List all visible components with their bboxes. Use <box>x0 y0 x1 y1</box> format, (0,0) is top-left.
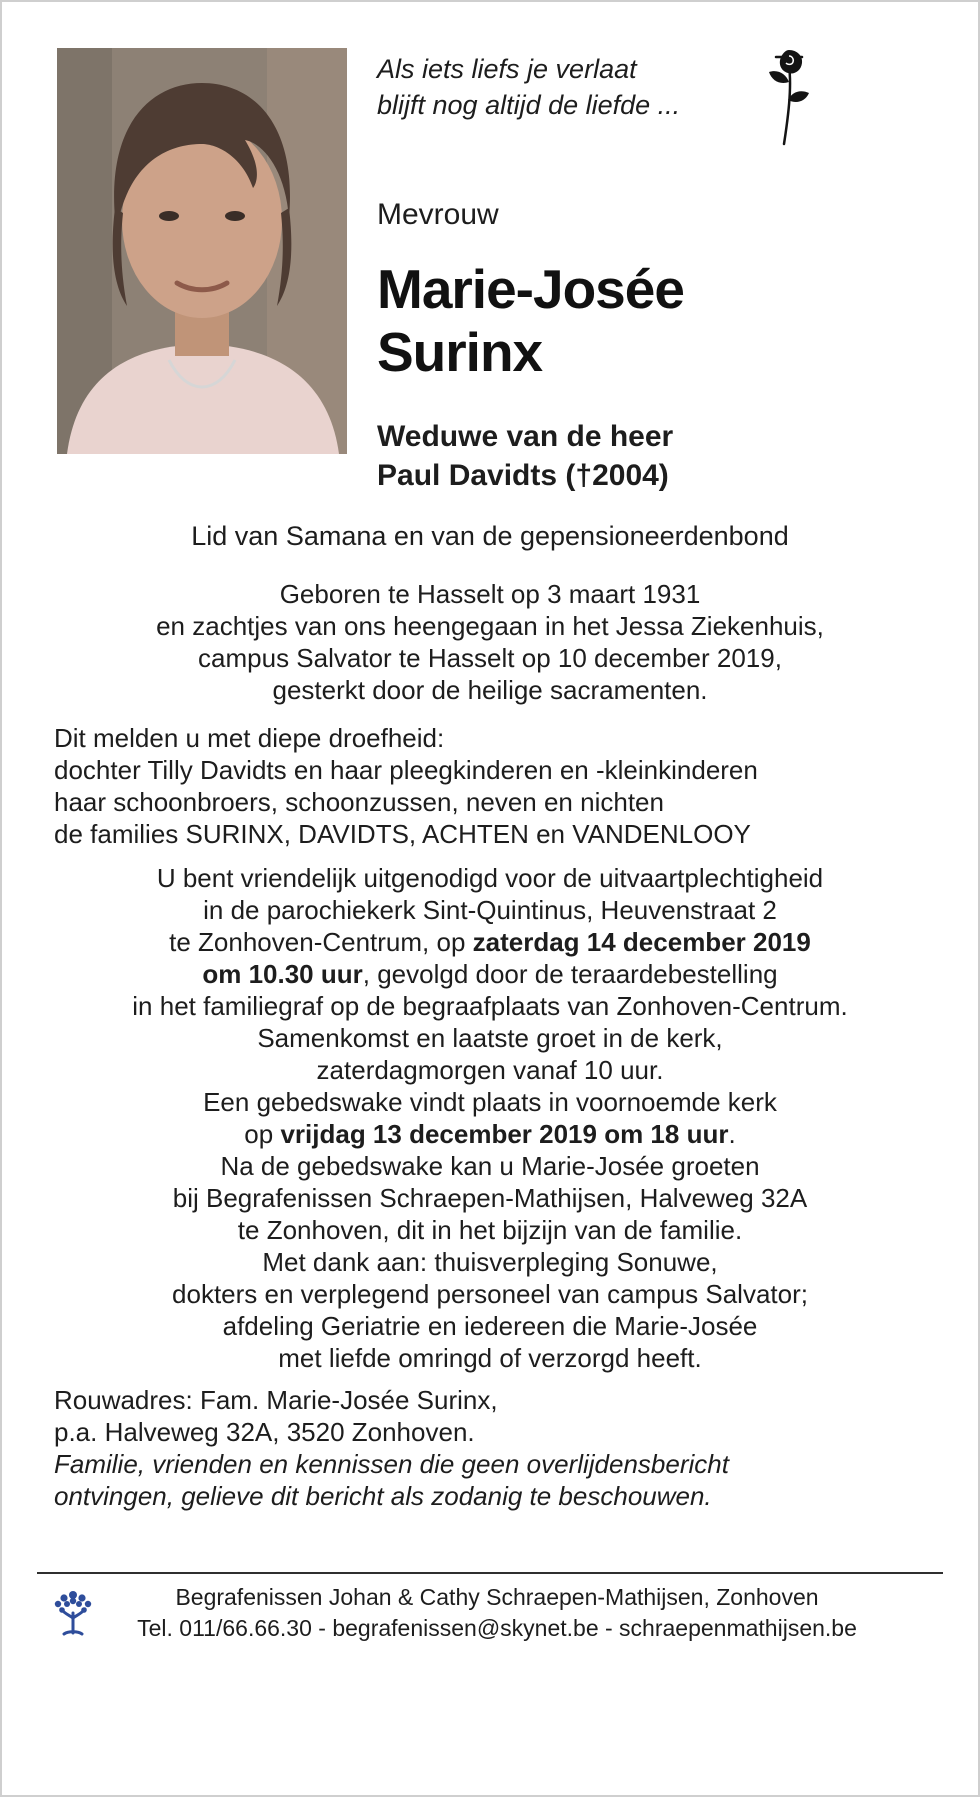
mourning-address-line-1: Rouwadres: Fam. Marie-Josée Surinx, <box>54 1385 498 1416</box>
epigraph-row <box>377 48 928 148</box>
mourning-address-line-2: p.a. Halveweg 32A, 3520 Zonhoven. <box>54 1417 475 1448</box>
funeral-date-bold: zaterdag 14 december 2019 <box>472 927 811 958</box>
announcement-block <box>2 722 978 850</box>
text-line: in het familiegraf op de begraafplaats van Zonhoven-Centrum. <box>132 991 848 1022</box>
text-line <box>2 1118 978 1150</box>
text-line: Samenkomst en laatste groet in de kerk, <box>257 1023 723 1054</box>
text-segment: op <box>244 1119 281 1150</box>
widow-line-2: Paul Davidts (†2004) <box>377 459 669 493</box>
text-line: de families SURINX, DAVIDTS, ACHTEN en VANDENLOOY <box>54 819 751 850</box>
text-line: campus Salvator te Hasselt op 10 december 2019, <box>198 643 782 674</box>
text-line: Met dank aan: thuisverpleging Sonuwe, <box>262 1247 718 1278</box>
epigraph-line-1: Als iets liefs je verlaat <box>377 54 637 84</box>
funeral-time-bold: om 10.30 uur <box>202 959 363 990</box>
funeral-invitation-block <box>2 862 978 1374</box>
text-line: dokters en verplegend personeel van campus Salvator; <box>172 1279 808 1310</box>
portrait-photo <box>57 48 347 454</box>
text-line: en zachtjes van ons heengegaan in het Jessa Ziekenhuis, <box>156 611 824 642</box>
text-segment: te Zonhoven-Centrum, op <box>169 927 473 958</box>
text-line <box>2 926 978 958</box>
membership-line: Lid van Samana en van de gepensioneerdenbond <box>191 521 789 552</box>
header <box>2 2 978 495</box>
epigraph-line-2: blijft nog altijd de liefde ... <box>377 89 681 120</box>
epigraph <box>377 48 762 123</box>
text-line: zaterdagmorgen vanaf 10 uur. <box>316 1055 664 1086</box>
text-segment: , gevolgd door de teraardebestelling <box>362 959 778 990</box>
funeral-home-contact: Tel. 011/66.66.30 - begrafenissen@skynet.be - schraepenmathijsen.be <box>137 1615 857 1642</box>
text-line: afdeling Geriatrie en iedereen die Marie-Josée <box>222 1311 758 1342</box>
text-line: Een gebedswake vindt plaats in voornoemde kerk <box>203 1087 777 1118</box>
deceased-last-name: Surinx <box>377 320 543 383</box>
funeral-home-name: Begrafenissen Johan & Cathy Schraepen-Mathijsen, Zonhoven <box>175 1584 819 1611</box>
life-dates-block <box>2 578 978 706</box>
text-line: met liefde omringd of verzorgd heeft. <box>278 1343 702 1374</box>
deceased-name <box>377 258 928 383</box>
notice-line-2: ontvingen, gelieve dit bericht als zodanig te beschouwen. <box>54 1481 712 1512</box>
header-right-column <box>377 48 928 495</box>
mourning-address-block <box>2 1384 978 1512</box>
text-line: Na de gebedswake kan u Marie-Josée groeten <box>220 1151 760 1182</box>
tree-logo-icon <box>51 1587 95 1639</box>
portrait-illustration <box>57 48 347 454</box>
deceased-first-names: Marie-Josée <box>377 258 684 320</box>
text-segment: . <box>728 1119 736 1150</box>
footer-text <box>107 1582 943 1644</box>
text-line: U bent vriendelijk uitgenodigd voor de uitvaartplechtigheid <box>156 863 824 894</box>
footer-divider <box>37 1572 943 1574</box>
text-line: in de parochiekerk Sint-Quintinus, Heuvenstraat 2 <box>203 895 777 926</box>
text-line: Dit melden u met diepe droefheid: <box>54 723 445 754</box>
notice-line-1: Familie, vrienden en kennissen die geen overlijdensbericht <box>54 1449 729 1480</box>
wake-date-bold: vrijdag 13 december 2019 om 18 uur <box>280 1119 729 1150</box>
footer <box>2 1572 978 1644</box>
rose-icon <box>762 48 816 148</box>
text-line: Geboren te Hasselt op 3 maart 1931 <box>279 579 701 610</box>
widow-of-block <box>377 417 928 495</box>
text-line: gesterkt door de heilige sacramenten. <box>272 675 708 706</box>
text-line: dochter Tilly Davidts en haar pleegkinderen en -kleinkinderen <box>54 755 758 786</box>
text-line <box>2 958 978 990</box>
text-line: te Zonhoven, dit in het bijzijn van de familie. <box>237 1215 743 1246</box>
salutation: Mevrouw <box>377 198 499 231</box>
text-line: haar schoonbroers, schoonzussen, neven en nichten <box>54 787 664 818</box>
footer-row <box>2 1582 978 1644</box>
text-line: bij Begrafenissen Schraepen-Mathijsen, Halveweg 32A <box>172 1183 808 1214</box>
widow-line-1: Weduwe van de heer <box>377 420 674 454</box>
